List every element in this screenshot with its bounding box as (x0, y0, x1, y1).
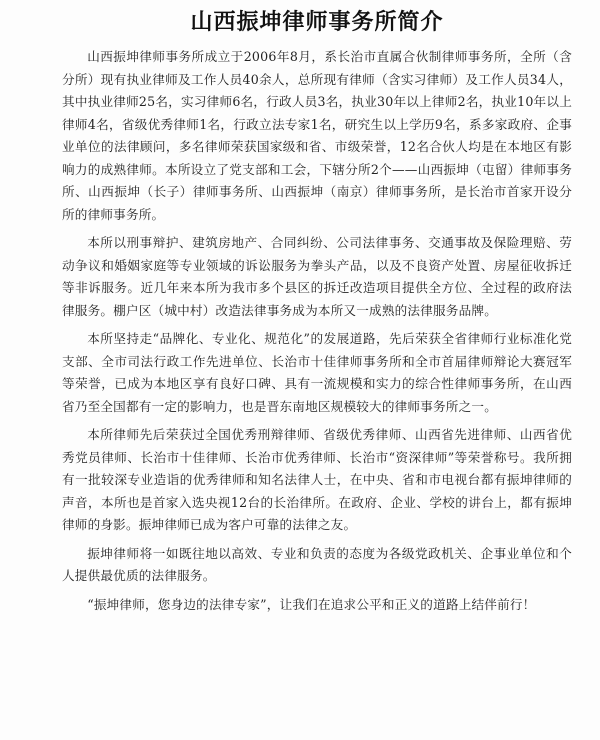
paragraph-overview: 山西振坤律师事务所成立于2006年8月，系长治市直属合伙制律师事务所，全所（含分所）现有执业律师及工作人员40余人，总所现有律师（含实习律师）及工作人员34人，其中执业律师25名，实习律师6名，行政人员3名，执业30年以上律师2名，执业10年以上律师4名，省级优秀律师1名，行政立法专家1名，研究生以上学历9名，系多家政府、企事业单位的法律顾问，多名律师荣获国家级和省、市级荣誉，12名合伙人均是在本地区有影响力的成熟律师。本所设立了党支部和工会，下辖分所2个——山西振坤（屯留）律师事务所、山西振坤（长子）律师事务所、山西振坤（南京）律师事务所，是长治市首家开设分所的律师事务所。 (62, 49, 572, 222)
paragraph-honors-lawyers: 本所律师先后荣获过全国优秀刑辩律师、省级优秀律师、山西省先进律师、山西省优秀党员律师、长治市十佳律师、长治市优秀律师、长治市“资深律师”等荣誉称号。我所拥有一批较深专业造诣的优秀律师和知名法律人士，在中央、省和市电视台都有振坤律师的声音，本所也是首家入选央视12台的长治律所。在政府、企业、学校的讲台上，都有振坤律师的身影。振坤律师已成为客户可靠的法律之友。 (62, 427, 572, 532)
paragraph-practice-areas: 本所以刑事辩护、建筑房地产、合同纠纷、公司法律事务、交通事故及保险理赔、劳动争议和婚姻家庭等专业领域的诉讼服务为拳头产品，以及不良资产处置、房屋征收拆迁等非诉服务。近几年来本所为我市多个县区的拆迁改造项目提供全方位、全过程的政府法律服务。棚户区（城中村）改造法律事务成为本所又一成熟的法律服务品牌。 (62, 235, 572, 318)
document-title: 山西振坤律师事务所简介 (190, 10, 444, 35)
paragraph-commitment: 振坤律师将一如既往地以高效、专业和负责的态度为各级党政机关、企事业单位和个人提供最优质的法律服务。 (62, 545, 572, 583)
paragraph-honors-firm: 本所坚持走“品牌化、专业化、规范化”的发展道路，先后荣获全省律师行业标准化党支部、全市司法行政工作先进单位、长治市十佳律师事务所和全市首届律师辩论大赛冠军等荣誉，已成为本地区享有良好口碑、具有一流规模和实力的综合性律师事务所，在山西省乃至全国都有一定的影响力，也是晋东南地区规模较大的律师事务所之一。 (62, 331, 572, 414)
paragraph-slogan: “振坤律师，您身边的法律专家”，让我们在追求公平和正义的道路上结伴前行！ (87, 596, 536, 612)
